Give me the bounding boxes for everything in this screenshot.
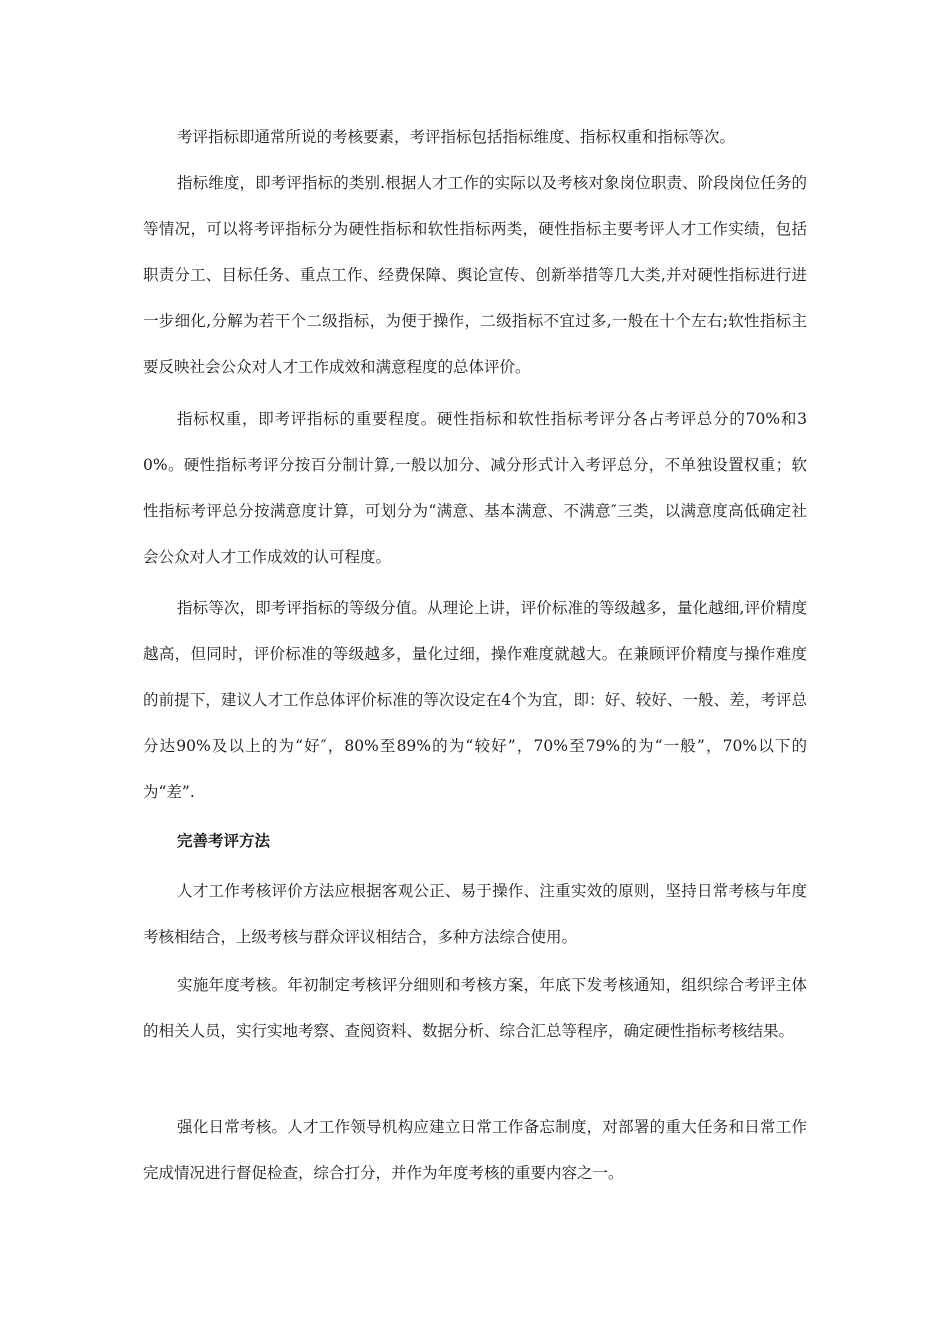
section-heading: 完善考评方法 bbox=[177, 832, 271, 850]
paragraph-daily-review: 强化日常考核。人才工作领导机构应建立日常工作备忘制度，对部署的重大任务和日常工作完成情况进行督促检查，综合打分，并作为年度考核的重要内容之一。 bbox=[143, 1118, 807, 1182]
paragraph-method-principle: 人才工作考核评价方法应根据客观公正、易于操作、注重实效的原则，坚持日常考核与年度考核相结合，上级考核与群众评议相结合，多种方法综合使用。 bbox=[143, 882, 807, 946]
paragraph-annual-review: 实施年度考核。年初制定考核评分细则和考核方案，年底下发考核通知，组织综合考评主体的相关人员，实行实地考察、查阅资料、数据分析、综合汇总等程序，确定硬性指标考核结果。 bbox=[143, 976, 807, 1040]
paragraph-indicator-grade: 指标等次，即考评指标的等级分值。从理论上讲，评价标准的等级越多，量化越细,评价精度越高，但同时，评价标准的等级越多，量化过细，操作难度就越大。在兼顾评价精度与操作难度的前提下，建议人才工作总体评价标准的等次设定在4个为宜，即：好、较好、一般、差，考评总分达90%及以上的为“好″，80%至89%的为“较好”，70%至79%的为“一般”，70%以下的为“差”. bbox=[143, 599, 807, 801]
paragraph-indicator-weight: 指标权重，即考评指标的重要程度。硬性指标和软性指标考评分各占考评总分的70%和30%。硬性指标考评分按百分制计算,一般以加分、减分形式计入考评总分，不单独设置权重；软性指标考评总分按满意度计算，可划分为“满意、基本满意、不满意″三类，以满意度高低确定社会公众对人才工作成效的认可程度。 bbox=[143, 410, 807, 566]
paragraph-indicator-definition: 考评指标即通常所说的考核要素，考评指标包括指标维度、指标权重和指标等次。 bbox=[177, 128, 736, 146]
paragraph-indicator-dimension: 指标维度，即考评指标的类别.根据人才工作的实际以及考核对象岗位职责、阶段岗位任务的等情况，可以将考评指标分为硬性指标和软性指标两类，硬性指标主要考评人才工作实绩，包括职责分工、目标任务、重点工作、经费保障、舆论宣传、创新举措等几大类,并对硬性指标进行进一步细化,分解为若干个二级指标，为便于操作，二级指标不宜过多,一般在十个左右;软性指标主要反映社会公众对人才工作成效和满意程度的总体评价。 bbox=[143, 174, 807, 376]
